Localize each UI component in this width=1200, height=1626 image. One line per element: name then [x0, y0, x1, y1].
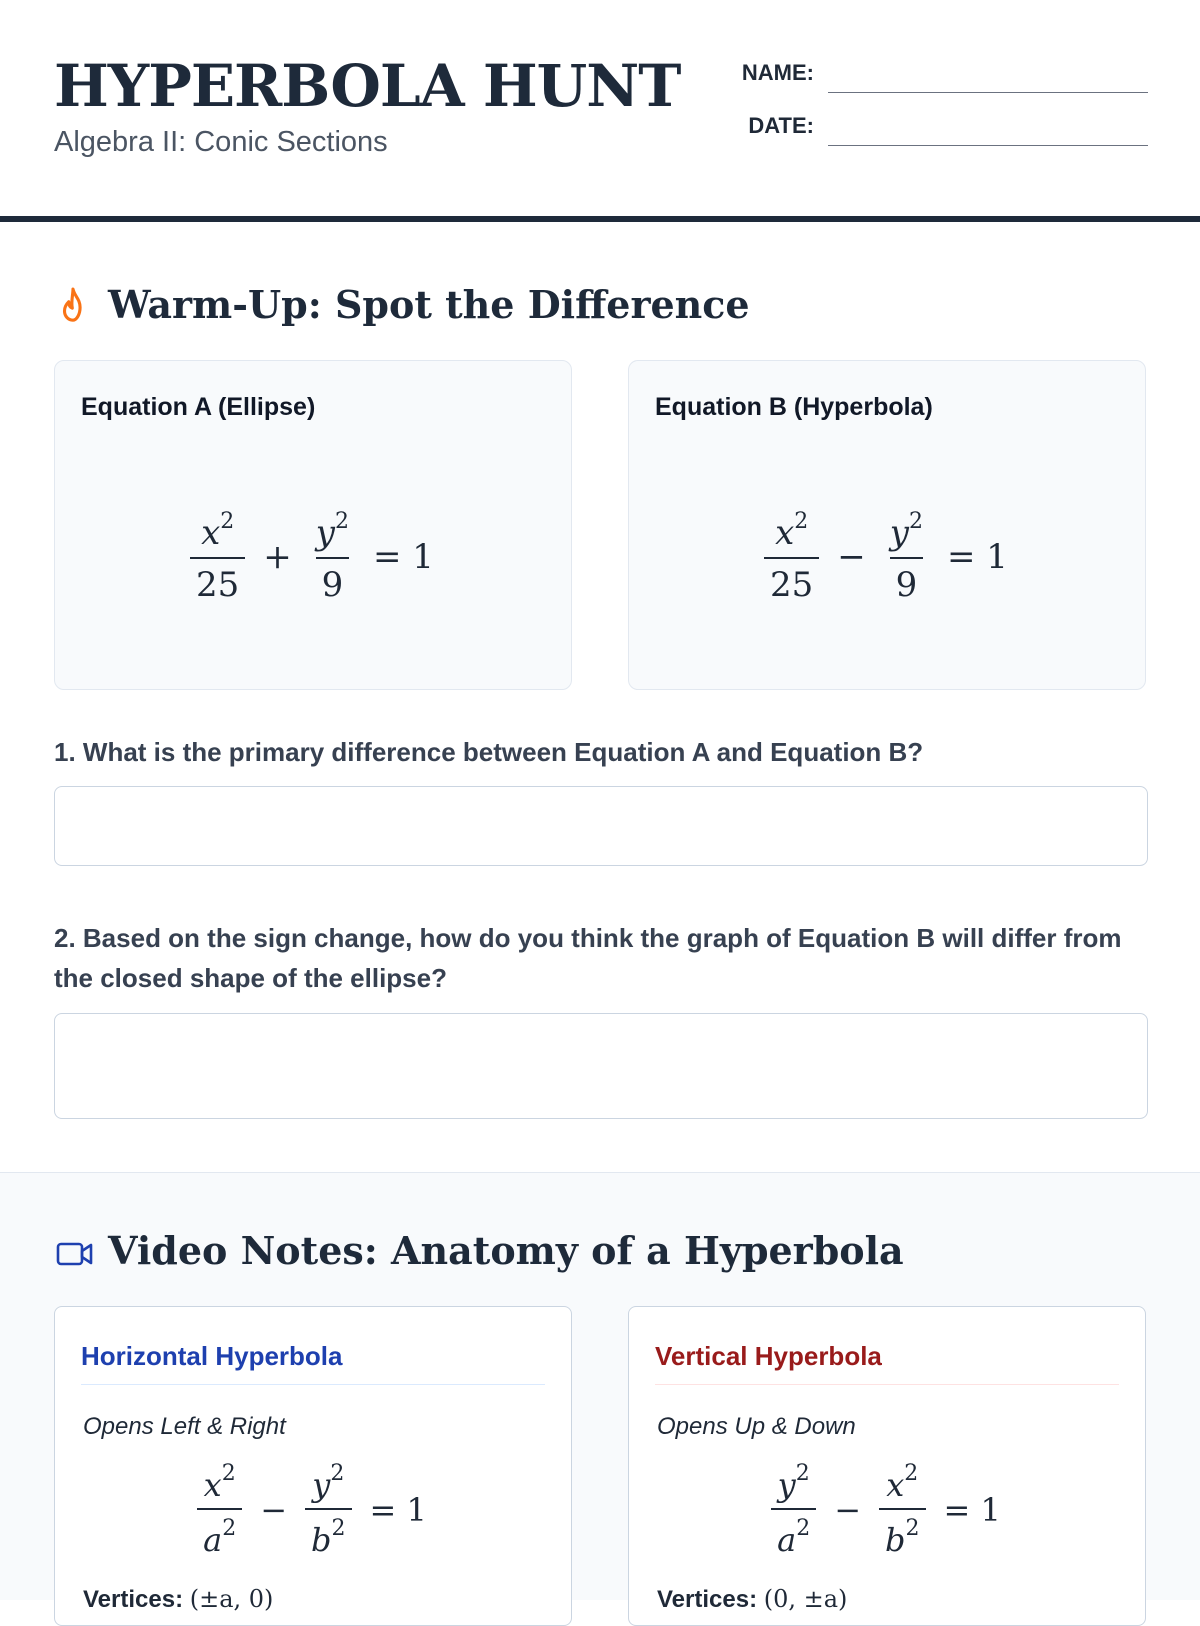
equation-b-fraction-y: $\frac{y^2}{9}$: [889, 509, 924, 605]
horizontal-fraction-x: $\frac{x^2}{a^2}$: [197, 1461, 242, 1559]
video-section-title: Video Notes: Anatomy of a Hyperbola: [108, 1228, 904, 1273]
page-subtitle: Algebra II: Conic Sections: [54, 126, 388, 158]
equation-a-formula: [55, 509, 571, 605]
equation-b-card: [628, 360, 1146, 690]
warmup-section-title: Warm-Up: Spot the Difference: [108, 282, 750, 327]
date-field[interactable]: [828, 145, 1148, 146]
horizontal-hyperbola-card: [54, 1306, 572, 1626]
equation-a-title: Equation A (Ellipse): [81, 393, 316, 421]
name-label: NAME:: [741, 60, 814, 85]
vertical-fraction-y: $\frac{y^2}{a^2}$: [771, 1461, 816, 1559]
horizontal-vertices: Vertices: (±a, 0): [83, 1585, 274, 1613]
name-field[interactable]: [828, 92, 1148, 93]
horizontal-operator: −: [260, 1491, 288, 1529]
horizontal-hyperbola-subtitle: Opens Left & Right: [83, 1413, 286, 1440]
vertical-hyperbola-formula: [629, 1461, 1145, 1559]
question-2: 2. Based on the sign change, how do you think the graph of Equation B will differ from the closed shape of the ellipse?: [54, 923, 1122, 993]
equation-b-rhs: = 1: [947, 537, 1008, 577]
equation-a-rhs: = 1: [373, 537, 434, 577]
equation-a-card: [54, 360, 572, 690]
equation-b-title: Equation B (Hyperbola): [655, 393, 933, 421]
equation-a-operator: +: [263, 537, 292, 577]
flame-icon: [56, 286, 90, 331]
horizontal-hyperbola-formula: [55, 1461, 571, 1559]
vertical-hyperbola-card: [628, 1306, 1146, 1626]
vertical-rhs: = 1: [943, 1491, 1001, 1529]
equation-b-fraction-x: $\frac{x^2}{25}$: [764, 509, 819, 605]
video-camera-icon: [56, 1240, 94, 1273]
equation-a-fraction-x: $\frac{x^2}{25}$: [190, 509, 245, 605]
vertical-operator: −: [834, 1491, 862, 1529]
horizontal-hyperbola-title: Horizontal Hyperbola: [81, 1341, 545, 1385]
vertical-hyperbola-title: Vertical Hyperbola: [655, 1341, 1119, 1385]
question-1: 1. What is the primary difference between Equation A and Equation B?: [54, 737, 924, 767]
vertical-fraction-x: $\frac{x^2}{b^2}$: [879, 1461, 925, 1559]
answer-1-box[interactable]: [54, 786, 1148, 866]
horizontal-fraction-y: $\frac{y^2}{b^2}$: [305, 1461, 351, 1559]
vertical-vertices: Vertices: (0, ±a): [657, 1585, 848, 1613]
date-label: DATE:: [748, 113, 814, 138]
equation-b-formula: [629, 509, 1145, 605]
page-title: HYPERBOLA HUNT: [54, 52, 681, 120]
horizontal-rhs: = 1: [369, 1491, 427, 1529]
equation-a-fraction-y: $\frac{y^2}{9}$: [315, 509, 350, 605]
answer-2-box[interactable]: [54, 1013, 1148, 1119]
equation-b-operator: −: [837, 537, 866, 577]
worksheet-header: [0, 0, 1200, 222]
vertical-hyperbola-subtitle: Opens Up & Down: [657, 1413, 856, 1440]
